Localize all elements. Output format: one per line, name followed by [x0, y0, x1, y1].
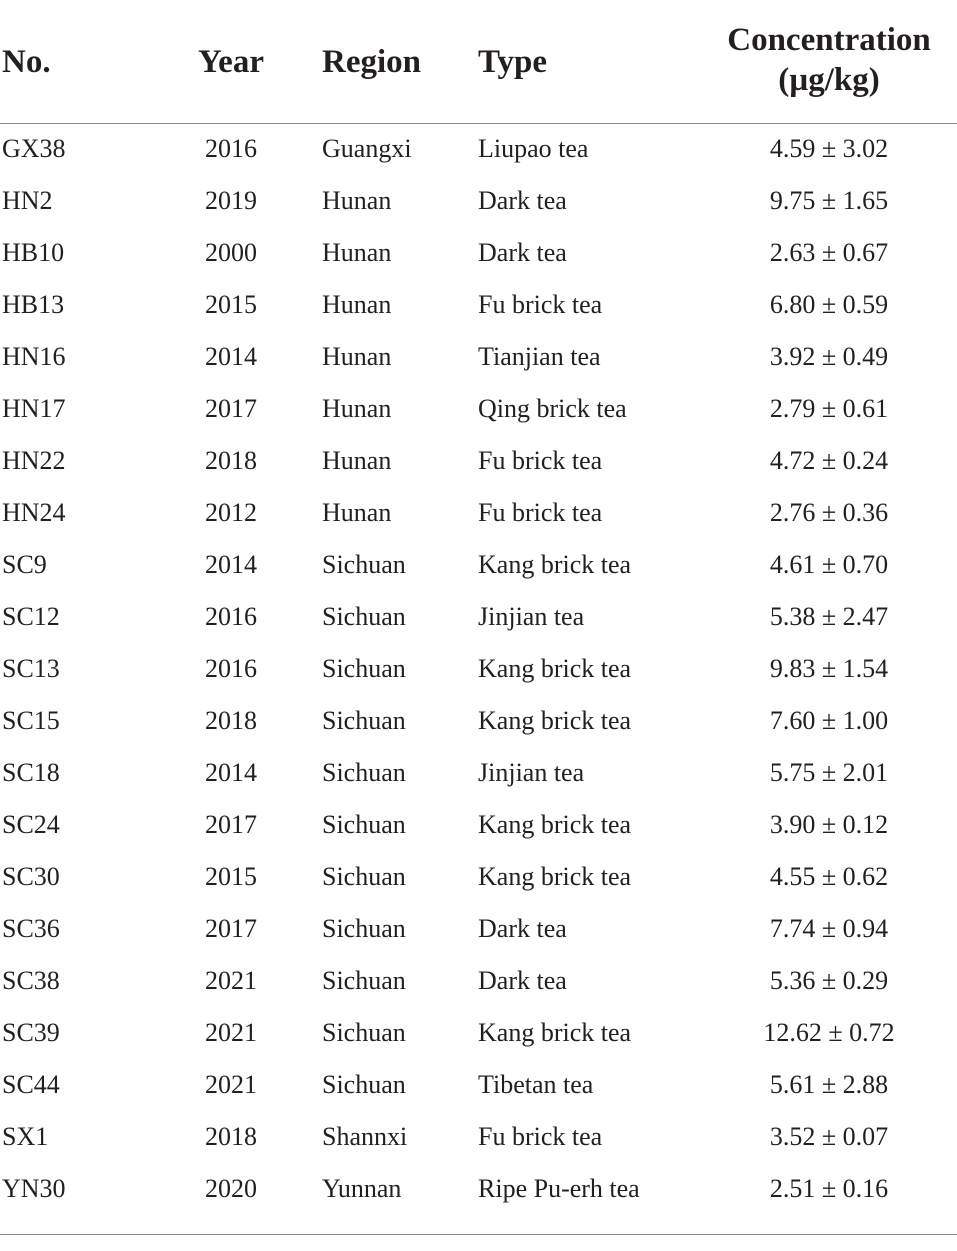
cell-concentration: 4.72 ± 0.24: [769, 446, 889, 475]
cell-region: Sichuan: [322, 1018, 406, 1047]
cell-no: SC44: [2, 1070, 60, 1099]
cell-region: Guangxi: [322, 134, 412, 163]
table-row: [0, 488, 957, 540]
cell-no: SC38: [2, 966, 60, 995]
cell-concentration: 3.52 ± 0.07: [769, 1122, 889, 1151]
cell-concentration: 4.61 ± 0.70: [769, 550, 889, 579]
table-row: [0, 384, 957, 436]
cell-no: GX38: [2, 134, 66, 163]
cell-type: Dark tea: [478, 186, 567, 215]
table-header: [0, 0, 957, 123]
cell-concentration: 5.75 ± 2.01: [769, 758, 889, 787]
cell-type: Kang brick tea: [478, 654, 632, 683]
cell-region: Sichuan: [322, 810, 406, 839]
cell-no: SC36: [2, 914, 60, 943]
cell-region: Hunan: [322, 498, 392, 527]
cell-type: Tibetan tea: [478, 1070, 594, 1099]
cell-concentration: 7.60 ± 1.00: [769, 706, 889, 735]
header-concentration: [700, 20, 957, 100]
cell-concentration: 9.75 ± 1.65: [769, 186, 889, 215]
header-no: No.: [2, 44, 51, 80]
table-row: [0, 904, 957, 956]
table-row: [0, 696, 957, 748]
cell-no: HN22: [2, 446, 66, 475]
cell-region: Sichuan: [322, 914, 406, 943]
table-row: [0, 176, 957, 228]
cell-year: 2016: [205, 654, 257, 683]
table-row: [0, 852, 957, 904]
cell-no: SC15: [2, 706, 60, 735]
cell-year: 2014: [205, 342, 257, 371]
cell-type: Fu brick tea: [478, 290, 603, 319]
cell-no: SC18: [2, 758, 60, 787]
cell-concentration: 5.61 ± 2.88: [769, 1070, 889, 1099]
cell-region: Yunnan: [322, 1174, 402, 1203]
table-row: [0, 800, 957, 852]
cell-concentration: 12.62 ± 0.72: [763, 1018, 895, 1047]
cell-type: Fu brick tea: [478, 498, 603, 527]
cell-type: Ripe Pu-erh tea: [478, 1174, 640, 1203]
table-row: [0, 332, 957, 384]
cell-year: 2000: [205, 238, 257, 267]
cell-type: Fu brick tea: [478, 446, 603, 475]
cell-year: 2021: [205, 1018, 257, 1047]
cell-region: Sichuan: [322, 654, 406, 683]
cell-concentration: 2.79 ± 0.61: [769, 394, 889, 423]
cell-year: 2015: [205, 290, 257, 319]
cell-type: Jinjian tea: [478, 758, 585, 787]
cell-type: Liupao tea: [478, 134, 589, 163]
cell-concentration: 4.59 ± 3.02: [769, 134, 889, 163]
cell-year: 2018: [205, 1122, 257, 1151]
cell-year: 2014: [205, 550, 257, 579]
cell-concentration: 3.92 ± 0.49: [769, 342, 889, 371]
cell-no: SC24: [2, 810, 60, 839]
cell-region: Sichuan: [322, 758, 406, 787]
cell-year: 2018: [205, 706, 257, 735]
cell-no: HN2: [2, 186, 53, 215]
cell-type: Dark tea: [478, 914, 567, 943]
cell-type: Kang brick tea: [478, 862, 632, 891]
table-row: [0, 1008, 957, 1060]
cell-type: Fu brick tea: [478, 1122, 603, 1151]
header-region: Region: [322, 44, 421, 80]
cell-concentration: 7.74 ± 0.94: [769, 914, 889, 943]
cell-no: SC13: [2, 654, 60, 683]
cell-region: Sichuan: [322, 966, 406, 995]
cell-no: YN30: [2, 1174, 66, 1203]
cell-type: Kang brick tea: [478, 550, 632, 579]
table-row: [0, 592, 957, 644]
cell-no: SC9: [2, 550, 47, 579]
cell-region: Sichuan: [322, 602, 406, 631]
cell-no: HN16: [2, 342, 66, 371]
cell-year: 2021: [205, 966, 257, 995]
cell-no: SC30: [2, 862, 60, 891]
cell-region: Hunan: [322, 186, 392, 215]
table-row: [0, 1112, 957, 1164]
cell-year: 2015: [205, 862, 257, 891]
cell-concentration: 6.80 ± 0.59: [769, 290, 889, 319]
cell-year: 2014: [205, 758, 257, 787]
cell-year: 2019: [205, 186, 257, 215]
cell-year: 2017: [205, 810, 257, 839]
cell-region: Sichuan: [322, 862, 406, 891]
table-row: [0, 228, 957, 280]
cell-no: HB10: [2, 238, 65, 267]
table-row: [0, 124, 957, 176]
cell-year: 2016: [205, 134, 257, 163]
cell-region: Hunan: [322, 394, 392, 423]
cell-year: 2017: [205, 914, 257, 943]
cell-type: Dark tea: [478, 238, 567, 267]
cell-concentration: 5.38 ± 2.47: [769, 602, 889, 631]
table-row: [0, 1060, 957, 1112]
cell-region: Sichuan: [322, 1070, 406, 1099]
cell-no: HN24: [2, 498, 66, 527]
cell-region: Sichuan: [322, 706, 406, 735]
cell-concentration: 9.83 ± 1.54: [769, 654, 889, 683]
cell-concentration: 2.63 ± 0.67: [769, 238, 889, 267]
cell-region: Hunan: [322, 342, 392, 371]
table-row: [0, 540, 957, 592]
table-row: [0, 436, 957, 488]
cell-no: HN17: [2, 394, 66, 423]
cell-type: Tianjian tea: [478, 342, 601, 371]
cell-year: 2018: [205, 446, 257, 475]
cell-type: Dark tea: [478, 966, 567, 995]
cell-type: Jinjian tea: [478, 602, 585, 631]
cell-type: Kang brick tea: [478, 810, 632, 839]
cell-type: Kang brick tea: [478, 1018, 632, 1047]
cell-concentration: 2.51 ± 0.16: [769, 1174, 889, 1203]
cell-concentration: 4.55 ± 0.62: [769, 862, 889, 891]
cell-region: Sichuan: [322, 550, 406, 579]
table-row: [0, 644, 957, 696]
cell-year: 2012: [205, 498, 257, 527]
cell-no: SC12: [2, 602, 60, 631]
cell-year: 2017: [205, 394, 257, 423]
cell-year: 2016: [205, 602, 257, 631]
cell-region: Hunan: [322, 290, 392, 319]
cell-no: SC39: [2, 1018, 60, 1047]
cell-no: SX1: [2, 1122, 49, 1151]
cell-concentration: 5.36 ± 0.29: [769, 966, 889, 995]
header-year: Year: [198, 44, 264, 80]
cell-no: HB13: [2, 290, 65, 319]
bottom-rule: [0, 1234, 957, 1235]
cell-region: Hunan: [322, 446, 392, 475]
cell-region: Shannxi: [322, 1122, 408, 1151]
header-concentration-label: Concentration: [727, 22, 931, 58]
cell-type: Qing brick tea: [478, 394, 627, 423]
header-type: Type: [478, 44, 548, 80]
table-row: [0, 748, 957, 800]
table-row: [0, 1164, 957, 1216]
table-row: [0, 956, 957, 1008]
table-row: [0, 280, 957, 332]
cell-concentration: 2.76 ± 0.36: [769, 498, 889, 527]
cell-type: Kang brick tea: [478, 706, 632, 735]
cell-year: 2020: [205, 1174, 257, 1203]
cell-year: 2021: [205, 1070, 257, 1099]
table-body: [0, 124, 957, 1216]
header-concentration-unit: (µg/kg): [778, 62, 880, 98]
cell-region: Hunan: [322, 238, 392, 267]
cell-concentration: 3.90 ± 0.12: [769, 810, 889, 839]
